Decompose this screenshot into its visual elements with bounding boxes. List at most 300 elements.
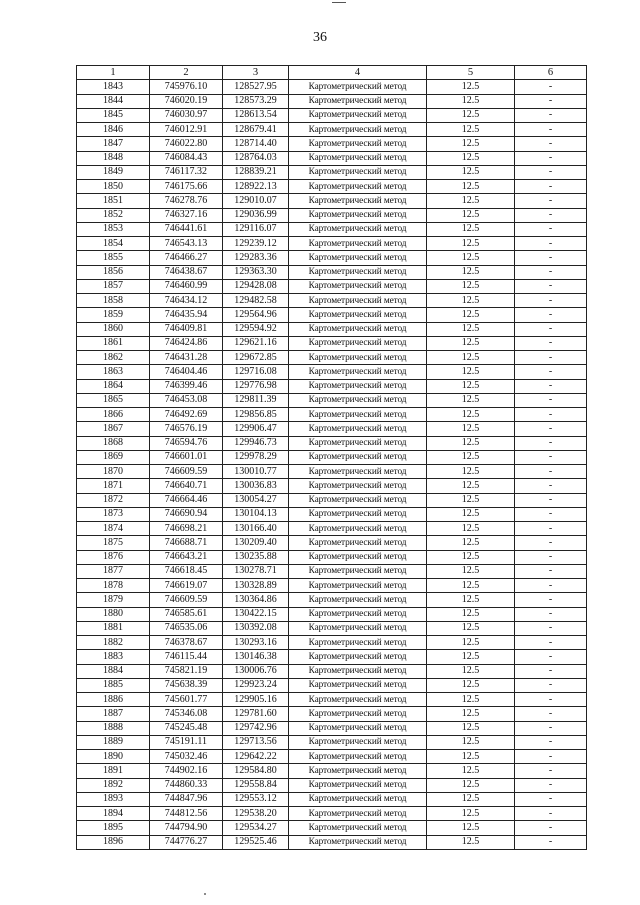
table-row [77,151,587,165]
note-cell: - [515,536,587,550]
method-cell: Картометрический метод [289,379,427,393]
y-coordinate-cell: 129482.58 [223,294,289,308]
table-row [77,251,587,265]
point-number-cell: 1871 [77,479,150,493]
note-cell: - [515,607,587,621]
accuracy-cell: 12.5 [427,322,515,336]
accuracy-cell: 12.5 [427,664,515,678]
method-cell: Картометрический метод [289,750,427,764]
method-cell: Картометрический метод [289,678,427,692]
x-coordinate-cell: 746012.91 [150,123,223,137]
table-row [77,137,587,151]
accuracy-cell: 12.5 [427,180,515,194]
method-cell: Картометрический метод [289,237,427,251]
accuracy-cell: 12.5 [427,792,515,806]
y-coordinate-cell: 130392.08 [223,621,289,635]
method-cell: Картометрический метод [289,522,427,536]
note-cell: - [515,237,587,251]
x-coordinate-cell: 746327.16 [150,208,223,222]
x-coordinate-cell: 746404.46 [150,365,223,379]
accuracy-cell: 12.5 [427,94,515,108]
table-row [77,750,587,764]
x-coordinate-cell: 746543.13 [150,237,223,251]
column-header-5: 5 [427,66,515,80]
method-cell: Картометрический метод [289,636,427,650]
method-cell: Картометрический метод [289,165,427,179]
accuracy-cell: 12.5 [427,493,515,507]
accuracy-cell: 12.5 [427,636,515,650]
accuracy-cell: 12.5 [427,536,515,550]
note-cell: - [515,436,587,450]
note-cell: - [515,80,587,94]
column-header-6: 6 [515,66,587,80]
note-cell: - [515,108,587,122]
method-cell: Картометрический метод [289,579,427,593]
method-cell: Картометрический метод [289,393,427,407]
x-coordinate-cell: 744847.96 [150,792,223,806]
accuracy-cell: 12.5 [427,522,515,536]
method-cell: Картометрический метод [289,94,427,108]
x-coordinate-cell: 744812.56 [150,807,223,821]
point-number-cell: 1859 [77,308,150,322]
y-coordinate-cell: 129742.96 [223,721,289,735]
x-coordinate-cell: 746441.61 [150,222,223,236]
table-row [77,522,587,536]
table-row [77,536,587,550]
x-coordinate-cell: 746664.46 [150,493,223,507]
table-row [77,792,587,806]
point-number-cell: 1860 [77,322,150,336]
table-header-row [77,66,587,80]
accuracy-cell: 12.5 [427,450,515,464]
method-cell: Картометрический метод [289,108,427,122]
table-row [77,322,587,336]
x-coordinate-cell: 746438.67 [150,265,223,279]
method-cell: Картометрический метод [289,251,427,265]
y-coordinate-cell: 130422.15 [223,607,289,621]
y-coordinate-cell: 129239.12 [223,237,289,251]
table-row [77,294,587,308]
method-cell: Картометрический метод [289,721,427,735]
method-cell: Картометрический метод [289,821,427,835]
column-header-2: 2 [150,66,223,80]
y-coordinate-cell: 128714.40 [223,137,289,151]
note-cell: - [515,593,587,607]
point-number-cell: 1879 [77,593,150,607]
x-coordinate-cell: 746535.06 [150,621,223,635]
x-coordinate-cell: 746643.21 [150,550,223,564]
method-cell: Картометрический метод [289,222,427,236]
page-number: 36 [313,30,327,45]
method-cell: Картометрический метод [289,436,427,450]
accuracy-cell: 12.5 [427,479,515,493]
point-number-cell: 1867 [77,422,150,436]
point-number-cell: 1887 [77,707,150,721]
accuracy-cell: 12.5 [427,593,515,607]
table-row [77,422,587,436]
y-coordinate-cell: 129564.96 [223,308,289,322]
method-cell: Картометрический метод [289,208,427,222]
x-coordinate-cell: 746619.07 [150,579,223,593]
method-cell: Картометрический метод [289,735,427,749]
x-coordinate-cell: 746609.59 [150,465,223,479]
table-row [77,351,587,365]
method-cell: Картометрический метод [289,507,427,521]
accuracy-cell: 12.5 [427,279,515,293]
method-cell: Картометрический метод [289,194,427,208]
accuracy-cell: 12.5 [427,165,515,179]
accuracy-cell: 12.5 [427,308,515,322]
accuracy-cell: 12.5 [427,422,515,436]
note-cell: - [515,707,587,721]
method-cell: Картометрический метод [289,422,427,436]
method-cell: Картометрический метод [289,294,427,308]
method-cell: Картометрический метод [289,408,427,422]
y-coordinate-cell: 130054.27 [223,493,289,507]
y-coordinate-cell: 129946.73 [223,436,289,450]
note-cell: - [515,564,587,578]
y-coordinate-cell: 130235.88 [223,550,289,564]
accuracy-cell: 12.5 [427,564,515,578]
column-header-4: 4 [289,66,427,80]
accuracy-cell: 12.5 [427,821,515,835]
y-coordinate-cell: 129905.16 [223,693,289,707]
point-number-cell: 1894 [77,807,150,821]
note-cell: - [515,408,587,422]
y-coordinate-cell: 129781.60 [223,707,289,721]
point-number-cell: 1877 [77,564,150,578]
table-row [77,579,587,593]
point-number-cell: 1886 [77,693,150,707]
table-row [77,607,587,621]
x-coordinate-cell: 744860.33 [150,778,223,792]
note-cell: - [515,351,587,365]
x-coordinate-cell: 746492.69 [150,408,223,422]
scan-dot [204,893,206,895]
method-cell: Картометрический метод [289,664,427,678]
x-coordinate-cell: 746022.80 [150,137,223,151]
accuracy-cell: 12.5 [427,693,515,707]
y-coordinate-cell: 128613.54 [223,108,289,122]
point-number-cell: 1896 [77,835,150,849]
note-cell: - [515,507,587,521]
note-cell: - [515,792,587,806]
y-coordinate-cell: 129036.99 [223,208,289,222]
point-number-cell: 1864 [77,379,150,393]
accuracy-cell: 12.5 [427,807,515,821]
point-number-cell: 1883 [77,650,150,664]
y-coordinate-cell: 130010.77 [223,465,289,479]
x-coordinate-cell: 746378.67 [150,636,223,650]
y-coordinate-cell: 130278.71 [223,564,289,578]
method-cell: Картометрический метод [289,308,427,322]
method-cell: Картометрический метод [289,807,427,821]
note-cell: - [515,151,587,165]
table-row [77,707,587,721]
note-cell: - [515,678,587,692]
x-coordinate-cell: 746399.46 [150,379,223,393]
y-coordinate-cell: 129584.80 [223,764,289,778]
point-number-cell: 1870 [77,465,150,479]
accuracy-cell: 12.5 [427,365,515,379]
point-number-cell: 1888 [77,721,150,735]
x-coordinate-cell: 746698.21 [150,522,223,536]
method-cell: Картометрический метод [289,279,427,293]
accuracy-cell: 12.5 [427,721,515,735]
y-coordinate-cell: 129978.29 [223,450,289,464]
note-cell: - [515,550,587,564]
y-coordinate-cell: 129534.27 [223,821,289,835]
method-cell: Картометрический метод [289,336,427,350]
note-cell: - [515,465,587,479]
table-row [77,194,587,208]
y-coordinate-cell: 130006.76 [223,664,289,678]
point-number-cell: 1863 [77,365,150,379]
y-coordinate-cell: 129716.08 [223,365,289,379]
note-cell: - [515,208,587,222]
accuracy-cell: 12.5 [427,707,515,721]
method-cell: Картометрический метод [289,564,427,578]
table-row [77,564,587,578]
method-cell: Картометрический метод [289,593,427,607]
x-coordinate-cell: 746175.66 [150,180,223,194]
x-coordinate-cell: 746585.61 [150,607,223,621]
note-cell: - [515,778,587,792]
x-coordinate-cell: 746117.32 [150,165,223,179]
table-row [77,735,587,749]
point-number-cell: 1851 [77,194,150,208]
note-cell: - [515,379,587,393]
accuracy-cell: 12.5 [427,379,515,393]
x-coordinate-cell: 745976.10 [150,80,223,94]
x-coordinate-cell: 746640.71 [150,479,223,493]
table-row [77,80,587,94]
note-cell: - [515,693,587,707]
method-cell: Картометрический метод [289,621,427,635]
accuracy-cell: 12.5 [427,208,515,222]
table-row [77,393,587,407]
y-coordinate-cell: 130104.13 [223,507,289,521]
accuracy-cell: 12.5 [427,336,515,350]
accuracy-cell: 12.5 [427,351,515,365]
point-number-cell: 1849 [77,165,150,179]
note-cell: - [515,308,587,322]
table-row [77,123,587,137]
table-row [77,807,587,821]
note-cell: - [515,579,587,593]
y-coordinate-cell: 130209.40 [223,536,289,550]
point-number-cell: 1858 [77,294,150,308]
table-row [77,764,587,778]
x-coordinate-cell: 746618.45 [150,564,223,578]
accuracy-cell: 12.5 [427,265,515,279]
point-number-cell: 1873 [77,507,150,521]
y-coordinate-cell: 129594.92 [223,322,289,336]
table-row [77,379,587,393]
method-cell: Картометрический метод [289,123,427,137]
accuracy-cell: 12.5 [427,735,515,749]
accuracy-cell: 12.5 [427,607,515,621]
point-number-cell: 1882 [77,636,150,650]
x-coordinate-cell: 745032.46 [150,750,223,764]
table-row [77,636,587,650]
accuracy-cell: 12.5 [427,294,515,308]
y-coordinate-cell: 130328.89 [223,579,289,593]
y-coordinate-cell: 130146.38 [223,650,289,664]
point-number-cell: 1869 [77,450,150,464]
note-cell: - [515,650,587,664]
table-row [77,821,587,835]
method-cell: Картометрический метод [289,450,427,464]
x-coordinate-cell: 745346.08 [150,707,223,721]
accuracy-cell: 12.5 [427,621,515,635]
method-cell: Картометрический метод [289,80,427,94]
method-cell: Картометрический метод [289,707,427,721]
y-coordinate-cell: 129811.39 [223,393,289,407]
y-coordinate-cell: 129923.24 [223,678,289,692]
y-coordinate-cell: 130166.40 [223,522,289,536]
x-coordinate-cell: 746115.44 [150,650,223,664]
method-cell: Картометрический метод [289,835,427,849]
method-cell: Картометрический метод [289,180,427,194]
table-row [77,208,587,222]
x-coordinate-cell: 746020.19 [150,94,223,108]
x-coordinate-cell: 746460.99 [150,279,223,293]
point-number-cell: 1878 [77,579,150,593]
y-coordinate-cell: 129538.20 [223,807,289,821]
x-coordinate-cell: 746434.12 [150,294,223,308]
y-coordinate-cell: 129363.30 [223,265,289,279]
note-cell: - [515,322,587,336]
y-coordinate-cell: 128764.03 [223,151,289,165]
point-number-cell: 1850 [77,180,150,194]
table-row [77,408,587,422]
accuracy-cell: 12.5 [427,137,515,151]
x-coordinate-cell: 745601.77 [150,693,223,707]
table-row [77,507,587,521]
y-coordinate-cell: 129713.56 [223,735,289,749]
x-coordinate-cell: 746690.94 [150,507,223,521]
x-coordinate-cell: 746431.28 [150,351,223,365]
accuracy-cell: 12.5 [427,123,515,137]
table-row [77,237,587,251]
table-row [77,593,587,607]
note-cell: - [515,750,587,764]
point-number-cell: 1892 [77,778,150,792]
x-coordinate-cell: 746688.71 [150,536,223,550]
accuracy-cell: 12.5 [427,222,515,236]
point-number-cell: 1857 [77,279,150,293]
note-cell: - [515,365,587,379]
method-cell: Картометрический метод [289,365,427,379]
point-number-cell: 1844 [77,94,150,108]
point-number-cell: 1881 [77,621,150,635]
accuracy-cell: 12.5 [427,750,515,764]
x-coordinate-cell: 746453.08 [150,393,223,407]
note-cell: - [515,764,587,778]
x-coordinate-cell: 746609.59 [150,593,223,607]
method-cell: Картометрический метод [289,764,427,778]
point-number-cell: 1890 [77,750,150,764]
y-coordinate-cell: 129553.12 [223,792,289,806]
method-cell: Картометрический метод [289,322,427,336]
point-number-cell: 1875 [77,536,150,550]
accuracy-cell: 12.5 [427,465,515,479]
note-cell: - [515,165,587,179]
point-number-cell: 1861 [77,336,150,350]
method-cell: Картометрический метод [289,465,427,479]
note-cell: - [515,493,587,507]
y-coordinate-cell: 128527.95 [223,80,289,94]
table-row [77,222,587,236]
note-cell: - [515,821,587,835]
x-coordinate-cell: 746594.76 [150,436,223,450]
table-row [77,721,587,735]
table-body [77,80,587,850]
point-number-cell: 1843 [77,80,150,94]
method-cell: Картометрический метод [289,607,427,621]
point-number-cell: 1874 [77,522,150,536]
y-coordinate-cell: 129776.98 [223,379,289,393]
note-cell: - [515,393,587,407]
table-row [77,336,587,350]
method-cell: Картометрический метод [289,493,427,507]
table-row [77,180,587,194]
point-number-cell: 1876 [77,550,150,564]
accuracy-cell: 12.5 [427,436,515,450]
table-row [77,365,587,379]
note-cell: - [515,137,587,151]
x-coordinate-cell: 746435.94 [150,308,223,322]
point-number-cell: 1885 [77,678,150,692]
table-row [77,650,587,664]
point-number-cell: 1866 [77,408,150,422]
accuracy-cell: 12.5 [427,835,515,849]
table-row [77,493,587,507]
y-coordinate-cell: 129428.08 [223,279,289,293]
point-number-cell: 1856 [77,265,150,279]
accuracy-cell: 12.5 [427,678,515,692]
accuracy-cell: 12.5 [427,764,515,778]
x-coordinate-cell: 746601.01 [150,450,223,464]
note-cell: - [515,621,587,635]
y-coordinate-cell: 129906.47 [223,422,289,436]
x-coordinate-cell: 745638.39 [150,678,223,692]
accuracy-cell: 12.5 [427,507,515,521]
method-cell: Картометрический метод [289,265,427,279]
method-cell: Картометрический метод [289,479,427,493]
table-row [77,664,587,678]
accuracy-cell: 12.5 [427,408,515,422]
accuracy-cell: 12.5 [427,778,515,792]
point-number-cell: 1852 [77,208,150,222]
point-number-cell: 1893 [77,792,150,806]
point-number-cell: 1865 [77,393,150,407]
note-cell: - [515,636,587,650]
point-number-cell: 1846 [77,123,150,137]
x-coordinate-cell: 746030.97 [150,108,223,122]
note-cell: - [515,222,587,236]
point-number-cell: 1862 [77,351,150,365]
x-coordinate-cell: 746576.19 [150,422,223,436]
accuracy-cell: 12.5 [427,550,515,564]
note-cell: - [515,294,587,308]
table-row [77,835,587,849]
note-cell: - [515,123,587,137]
table-row [77,778,587,792]
method-cell: Картометрический метод [289,151,427,165]
x-coordinate-cell: 746466.27 [150,251,223,265]
